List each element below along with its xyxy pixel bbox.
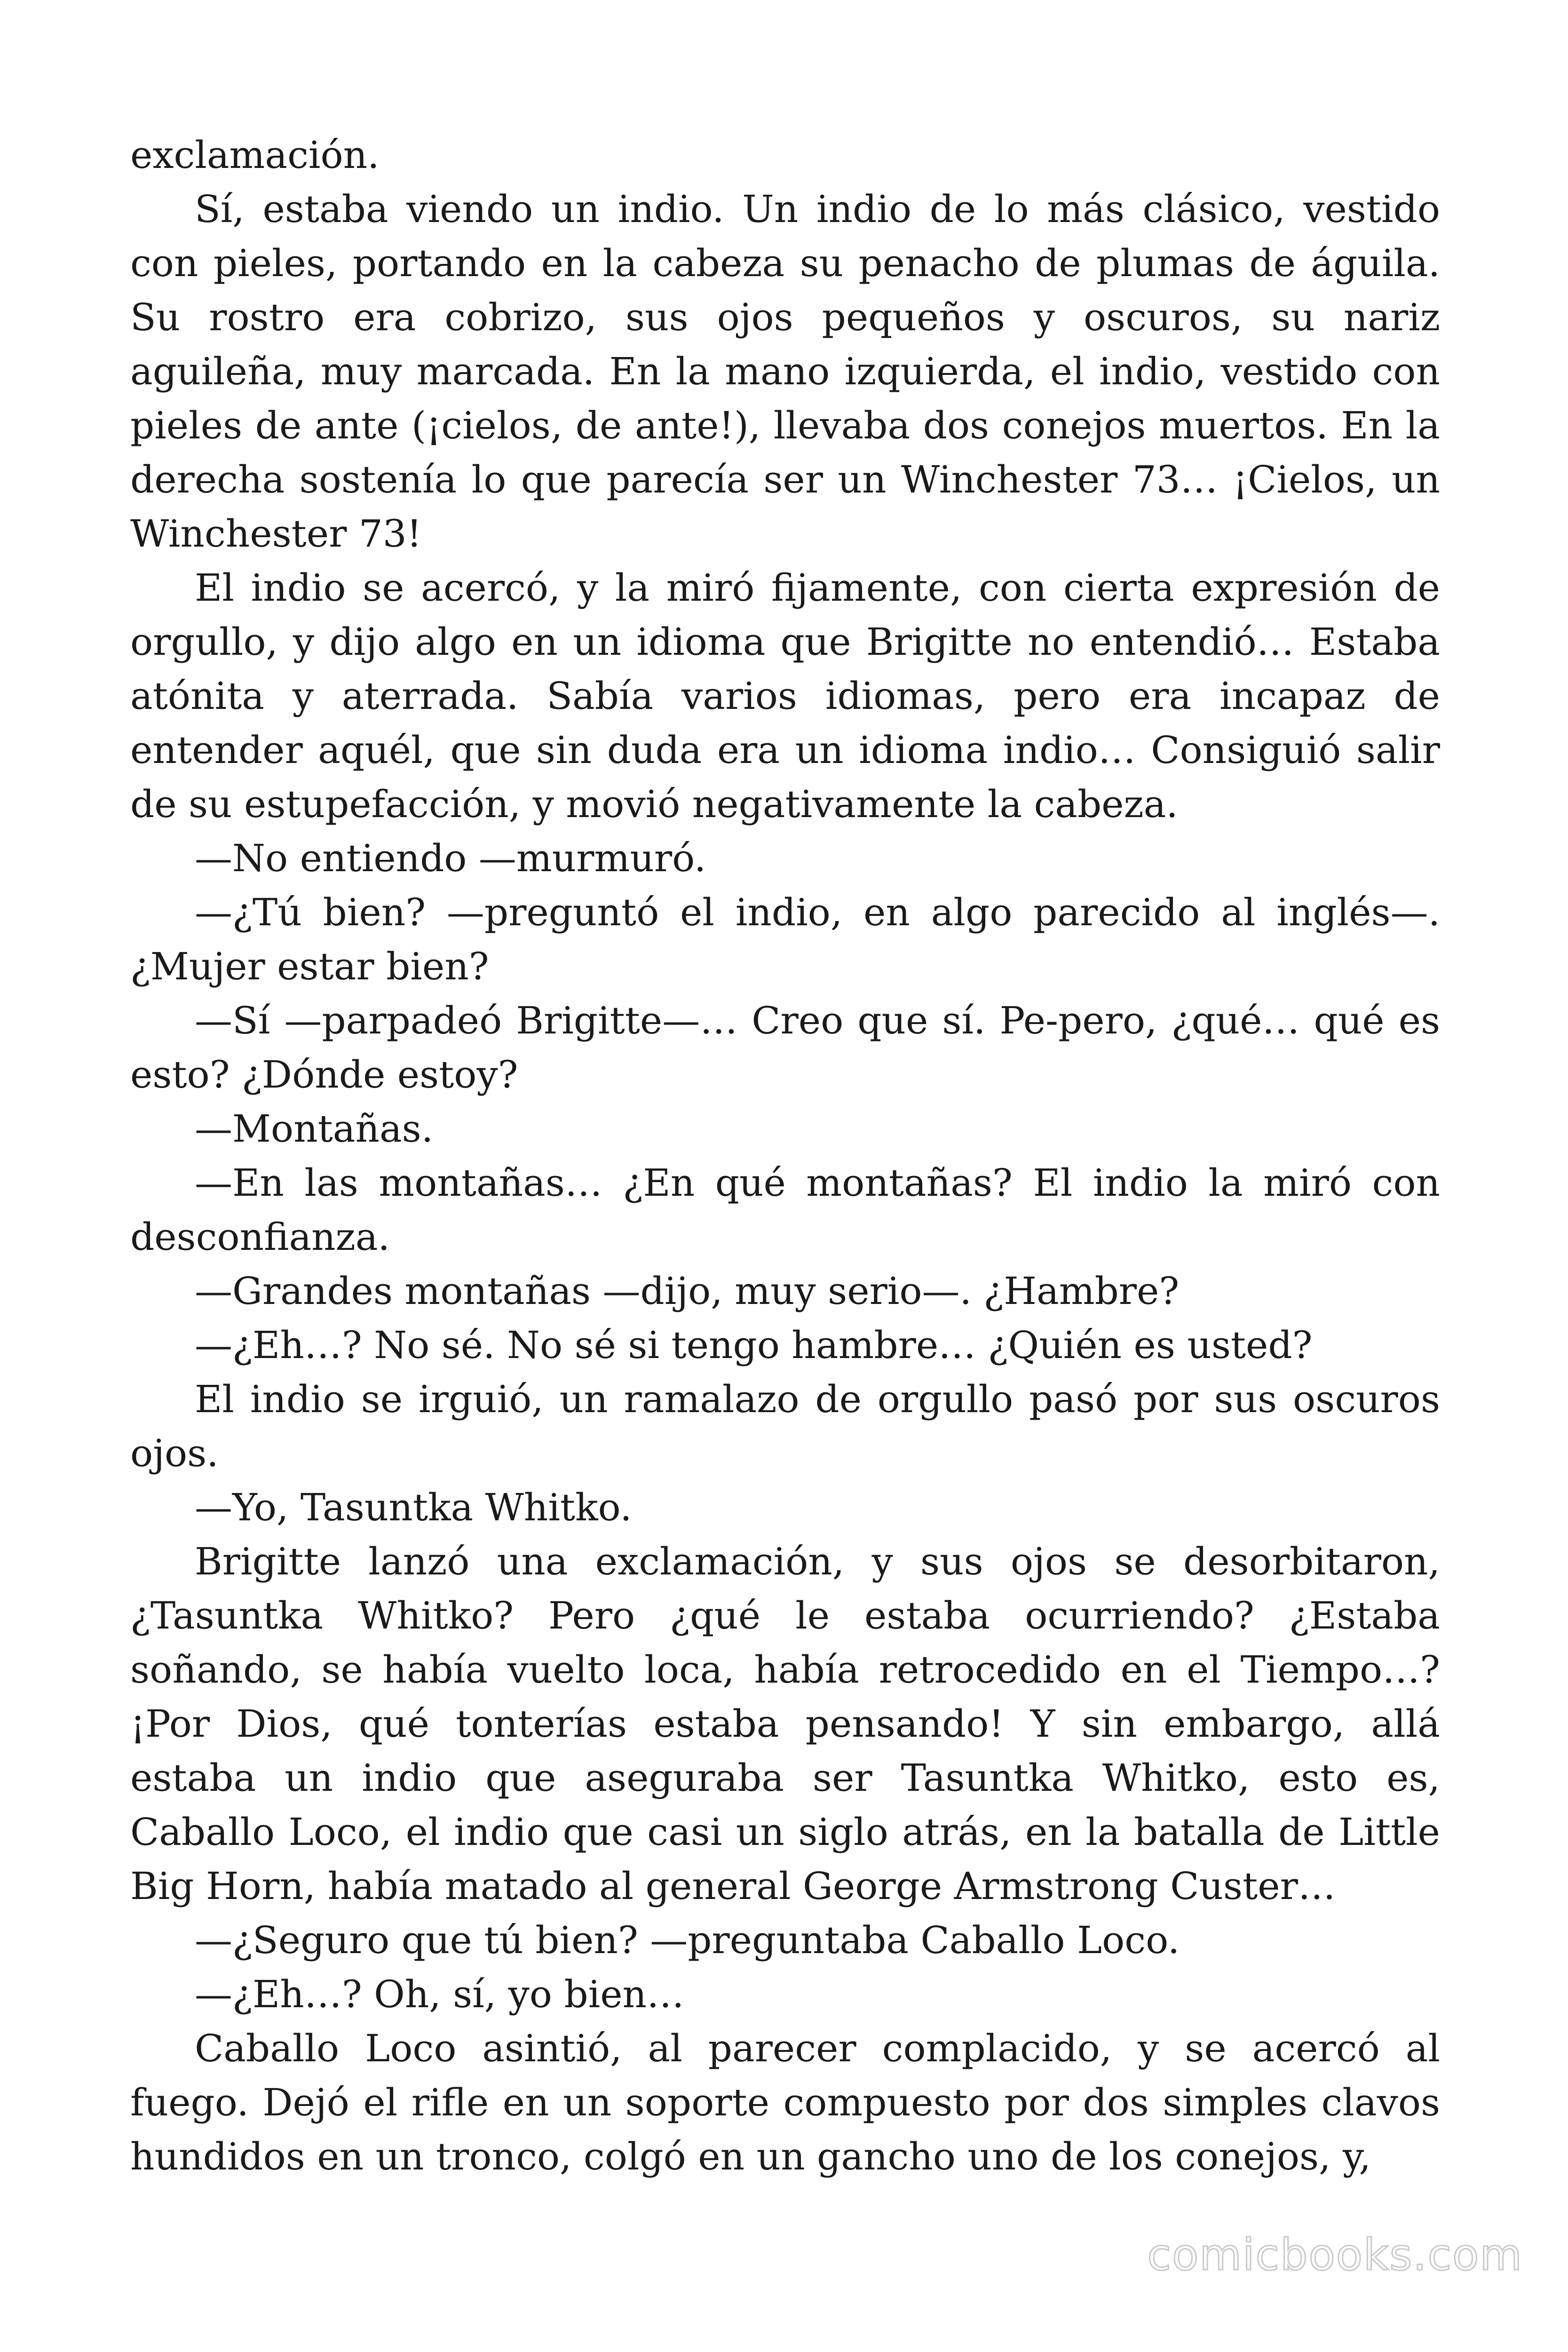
- paragraph: Caballo Loco asintió, al parecer complacido, y se acercó al fuego. Dejó el rifle en un soporte compuesto por dos simples clavos hundidos en un tronco, colgó en un gancho uno de los conejos, y,: [130, 2026, 1440, 2178]
- paragraph: —Grandes montañas —dijo, muy serio—. ¿Hambre?: [195, 1269, 1180, 1313]
- paragraph: exclamación.: [130, 133, 380, 177]
- paragraph: Brigitte lanzó una exclamación, y sus ojos se desorbitaron, ¿Tasuntka Whitko? Pero ¿qué le estaba ocurriendo? ¿Estaba soñando, se había vuelto loca, había retrocedido en el Tiempo…? ¡Por Dios, qué tonterías estaba pensando! Y sin embargo, allá estaba un indio que aseguraba ser Tasuntka Whitko, esto es, Caballo Loco, el indio que casi un siglo atrás, en la batalla de Little Big Horn, había matado al general George Armstrong Custer…: [130, 1540, 1440, 1908]
- page-body: [130, 128, 1440, 2184]
- paragraph: —No entiendo —murmuró.: [195, 836, 706, 880]
- paragraph: El indio se irguió, un ramalazo de orgullo pasó por sus oscuros ojos.: [130, 1377, 1440, 1475]
- paragraph: —¿Seguro que tú bien? —preguntaba Caballo Loco.: [195, 1918, 1180, 1962]
- paragraph: —Montañas.: [195, 1107, 434, 1151]
- paragraph: —Yo, Tasuntka Whitko.: [195, 1486, 632, 1529]
- watermark: comicbooks.com: [1147, 2230, 1523, 2280]
- paragraph: —¿Eh…? Oh, sí, yo bien…: [195, 1972, 685, 2016]
- paragraph: —En las montañas… ¿En qué montañas? El indio la miró con desconfianza.: [130, 1161, 1440, 1259]
- paragraph: —¿Tú bien? —preguntó el indio, en algo parecido al inglés—. ¿Mujer estar bien?: [130, 890, 1440, 988]
- paragraph: —¿Eh…? No sé. No sé si tengo hambre… ¿Quién es usted?: [195, 1323, 1313, 1367]
- paragraph: El indio se acercó, y la miró fijamente, con cierta expresión de orgullo, y dijo algo en un idioma que Brigitte no entendió… Estaba atónita y aterrada. Sabía varios idiomas, pero era incapaz de entender aquél, que sin duda era un idioma indio… Consiguió salir de su estupefacción, y movió negativamente la cabeza.: [130, 566, 1440, 826]
- paragraph: Sí, estaba viendo un indio. Un indio de lo más clásico, vestido con pieles, portando en la cabeza su penacho de plumas de águila. Su rostro era cobrizo, sus ojos pequeños y oscuros, su nariz aguileña, muy marcada. En la mano izquierda, el indio, vestido con pieles de ante (¡cielos, de ante!), llevaba dos conejos muertos. En la derecha sostenía lo que parecía ser un Winchester 73… ¡Cielos, un Winchester 73!: [130, 187, 1440, 556]
- paragraph: —Sí —parpadeó Brigitte—… Creo que sí. Pe-pero, ¿qué… qué es esto? ¿Dónde estoy?: [130, 999, 1440, 1097]
